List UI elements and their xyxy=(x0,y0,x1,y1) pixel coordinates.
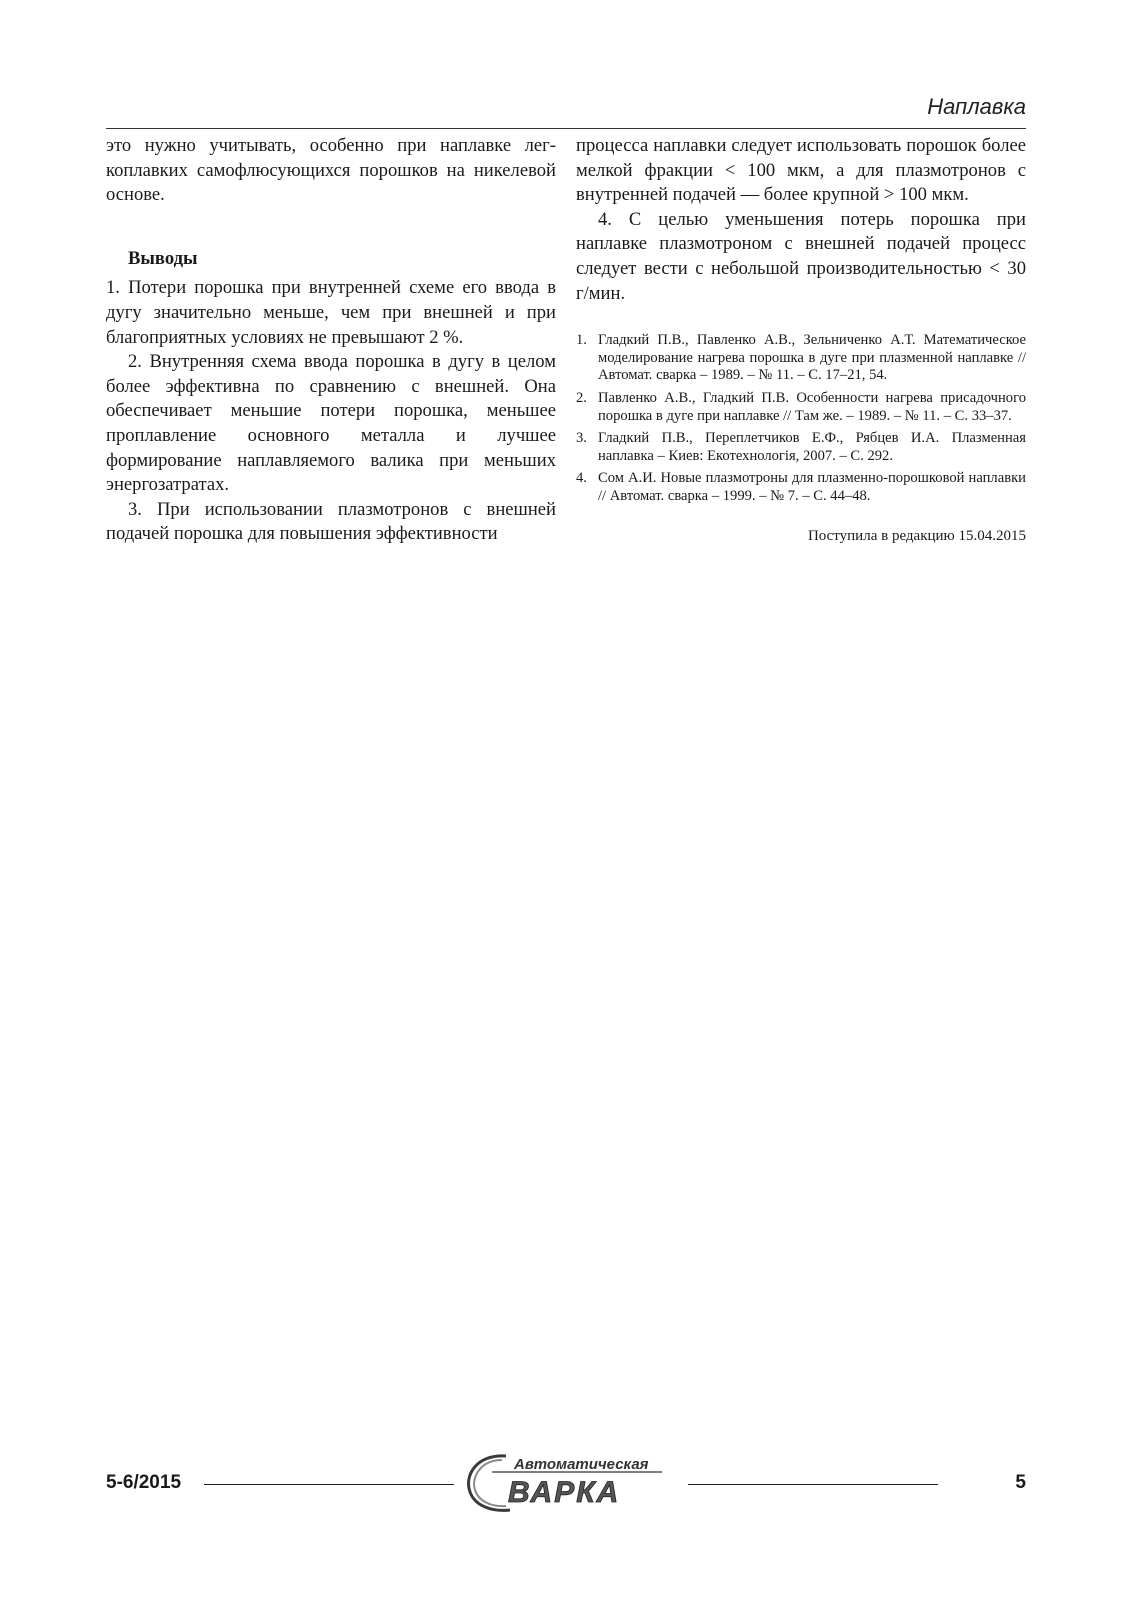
header-rule xyxy=(106,128,1026,129)
conclusion-2: 2. Внутренняя схема ввода порошка в дугу в целом более эффективна по сравнению с внешней. Она обеспечивает меньшие потери порошка, меньшее проплавление основного металла и лучшее формирование наплавляемого валика при меньших энергозатратах. xyxy=(106,351,556,496)
logo-main-text: ВАРКА xyxy=(508,1476,621,1509)
footer-rule-left xyxy=(204,1484,454,1485)
reference-item xyxy=(576,470,1026,505)
conclusion-3-continued: процесса наплавки следует использовать порошок более мелкой фракции < 100 мкм, а для плазмотронов с внутренней подачей — более крупной > 100 мкм. xyxy=(576,135,1026,206)
reference-text: Гладкий П.В., Переплетчиков Е.Ф., Рябцев И.А. Плазменная наплавка – Киев: Екотехнологія, 2007. – С. 292. xyxy=(598,430,1026,464)
journal-logo-icon xyxy=(462,1450,682,1516)
page-number: 5 xyxy=(1015,1472,1026,1493)
section-title: Наплавка xyxy=(927,94,1026,119)
issue-number: 5-6/2015 xyxy=(106,1472,182,1493)
reference-text: Сом А.И. Новые плазмотроны для плазменно-порошковой наплавки // Автомат. сварка – 1999. – № 7. – С. 44–48. xyxy=(598,470,1026,504)
reference-text: Павленко А.В., Гладкий П.В. Особенности нагрева присадочного порошка в дуге при наплавке // Там же. – 1989. – № 11. – С. 33–37. xyxy=(598,389,1026,424)
right-column xyxy=(576,134,1026,548)
conclusion-1: 1. Потери порошка при внутренней схеме его ввода в дугу значительно меньше, чем при внешней и при благоприятных условиях не превышают 2 %. xyxy=(106,277,556,348)
conclusions-heading: Выводы xyxy=(128,247,198,269)
reference-number: 3. xyxy=(576,430,587,447)
left-column xyxy=(106,134,556,547)
footer-rule-right xyxy=(688,1484,938,1485)
received-date: Поступила в редакцию 15.04.2015 xyxy=(807,527,1026,544)
reference-item xyxy=(576,430,1026,465)
conclusion-3: 3. При использовании плазмотронов с внешней подачей порошка для повышения эффективности xyxy=(106,498,556,545)
reference-list xyxy=(576,332,1026,505)
reference-item xyxy=(576,390,1026,425)
intro-paragraph: это нужно учитывать, особенно при наплавке легкоплавких самофлюсующихся порошков на никелевой основе. xyxy=(106,135,556,206)
reference-number: 1. xyxy=(576,332,587,349)
reference-text: Гладкий П.В., Павленко А.В., Зельниченко А.Т. Математическое моделирование нагрева порошка в дуге при плазменной наплавке // Автомат. сварка – 1989. – № 11. – С. 17–21, 54. xyxy=(598,332,1026,384)
logo-top-text: Автоматическая xyxy=(514,1456,649,1473)
reference-number: 2. xyxy=(576,389,587,406)
reference-number: 4. xyxy=(576,470,587,487)
reference-item xyxy=(576,332,1026,385)
conclusion-4: 4. С целью уменьшения потерь порошка при наплавке плазмотроном с внешней подачей процесс следует вести с небольшой производительностью < 30 г/мин. xyxy=(576,208,1026,304)
